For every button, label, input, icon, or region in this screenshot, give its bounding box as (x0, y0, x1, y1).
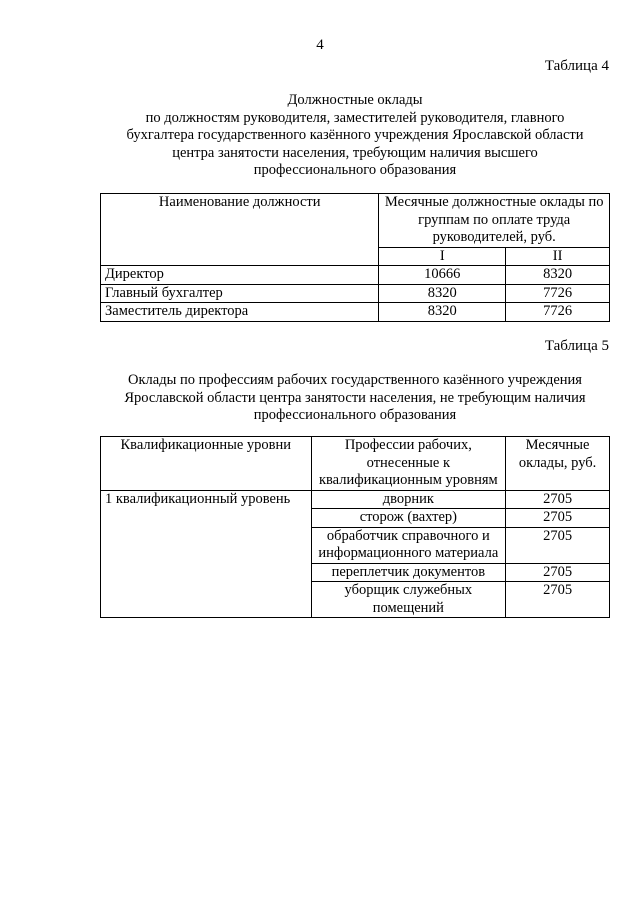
table-row (101, 266, 610, 285)
table-row (101, 490, 610, 509)
position-cell: Главный бухгалтер (101, 284, 379, 303)
salary-group-2-cell: 8320 (506, 266, 610, 285)
table-4-title-line: центра занятости населения, требующим наличия высшего (172, 144, 538, 161)
table-5-title-line: профессионального образования (253, 407, 457, 423)
table-4-title-line: профессионального образования (253, 162, 457, 178)
salary-cell: 2705 (506, 509, 610, 528)
table-4-header-group-2: II (506, 247, 610, 266)
profession-cell: обработчик справочного и информационного материала (311, 527, 506, 563)
salary-cell: 2705 (506, 527, 610, 563)
table-5-header-salary: Месячные оклады, руб. (506, 437, 610, 491)
salary-group-1-cell: 8320 (379, 284, 506, 303)
salary-cell: 2705 (506, 582, 610, 618)
table-4-header-group-1: I (379, 247, 506, 266)
table-4-title-line: Должностные оклады (287, 92, 423, 108)
table-4-title-line: бухгалтера государственного казённого учреждения Ярославской области (126, 127, 584, 143)
position-cell: Заместитель директора (101, 303, 379, 322)
profession-cell: дворник (311, 490, 506, 509)
table-row (101, 303, 610, 322)
table-4-label: Таблица 4 (544, 58, 609, 74)
table-5-title-line: Ярославской области центра занятости населения, не требующим наличия (124, 389, 586, 406)
salary-cell: 2705 (506, 490, 610, 509)
table-4-header-salary: Месячные должностные оклады по группам по оплате труда руководителей, руб. (379, 194, 610, 248)
table-5-header-professions: Профессии рабочих, отнесенные к квалификационным уровням (311, 437, 506, 491)
profession-cell: уборщик служебных помещений (311, 582, 506, 618)
position-cell: Директор (101, 266, 379, 285)
salary-group-1-cell: 8320 (379, 303, 506, 322)
table-row (101, 284, 610, 303)
salary-group-1-cell: 10666 (379, 266, 506, 285)
table-5-label: Таблица 5 (544, 338, 609, 354)
table-5-title-line: Оклады по профессиям рабочих государственного казённого учреждения (128, 372, 582, 388)
salary-cell: 2705 (506, 563, 610, 582)
table-4-title (95, 92, 615, 180)
profession-cell: переплетчик документов (311, 563, 506, 582)
table-5-header-levels: Квалификационные уровни (101, 437, 312, 491)
table-5-salaries (100, 436, 610, 618)
table-4-salaries (100, 193, 610, 322)
salary-group-2-cell: 7726 (506, 284, 610, 303)
salary-group-2-cell: 7726 (506, 303, 610, 322)
page-number: 4 (316, 37, 324, 53)
profession-cell: сторож (вахтер) (311, 509, 506, 528)
table-4-header-position: Наименование должности (101, 194, 379, 266)
qualification-level-cell: 1 квалификационный уровень (101, 490, 312, 618)
table-5-title (95, 372, 615, 425)
table-4-title-line: по должностям руководителя, заместителей руководителя, главного (145, 109, 565, 126)
